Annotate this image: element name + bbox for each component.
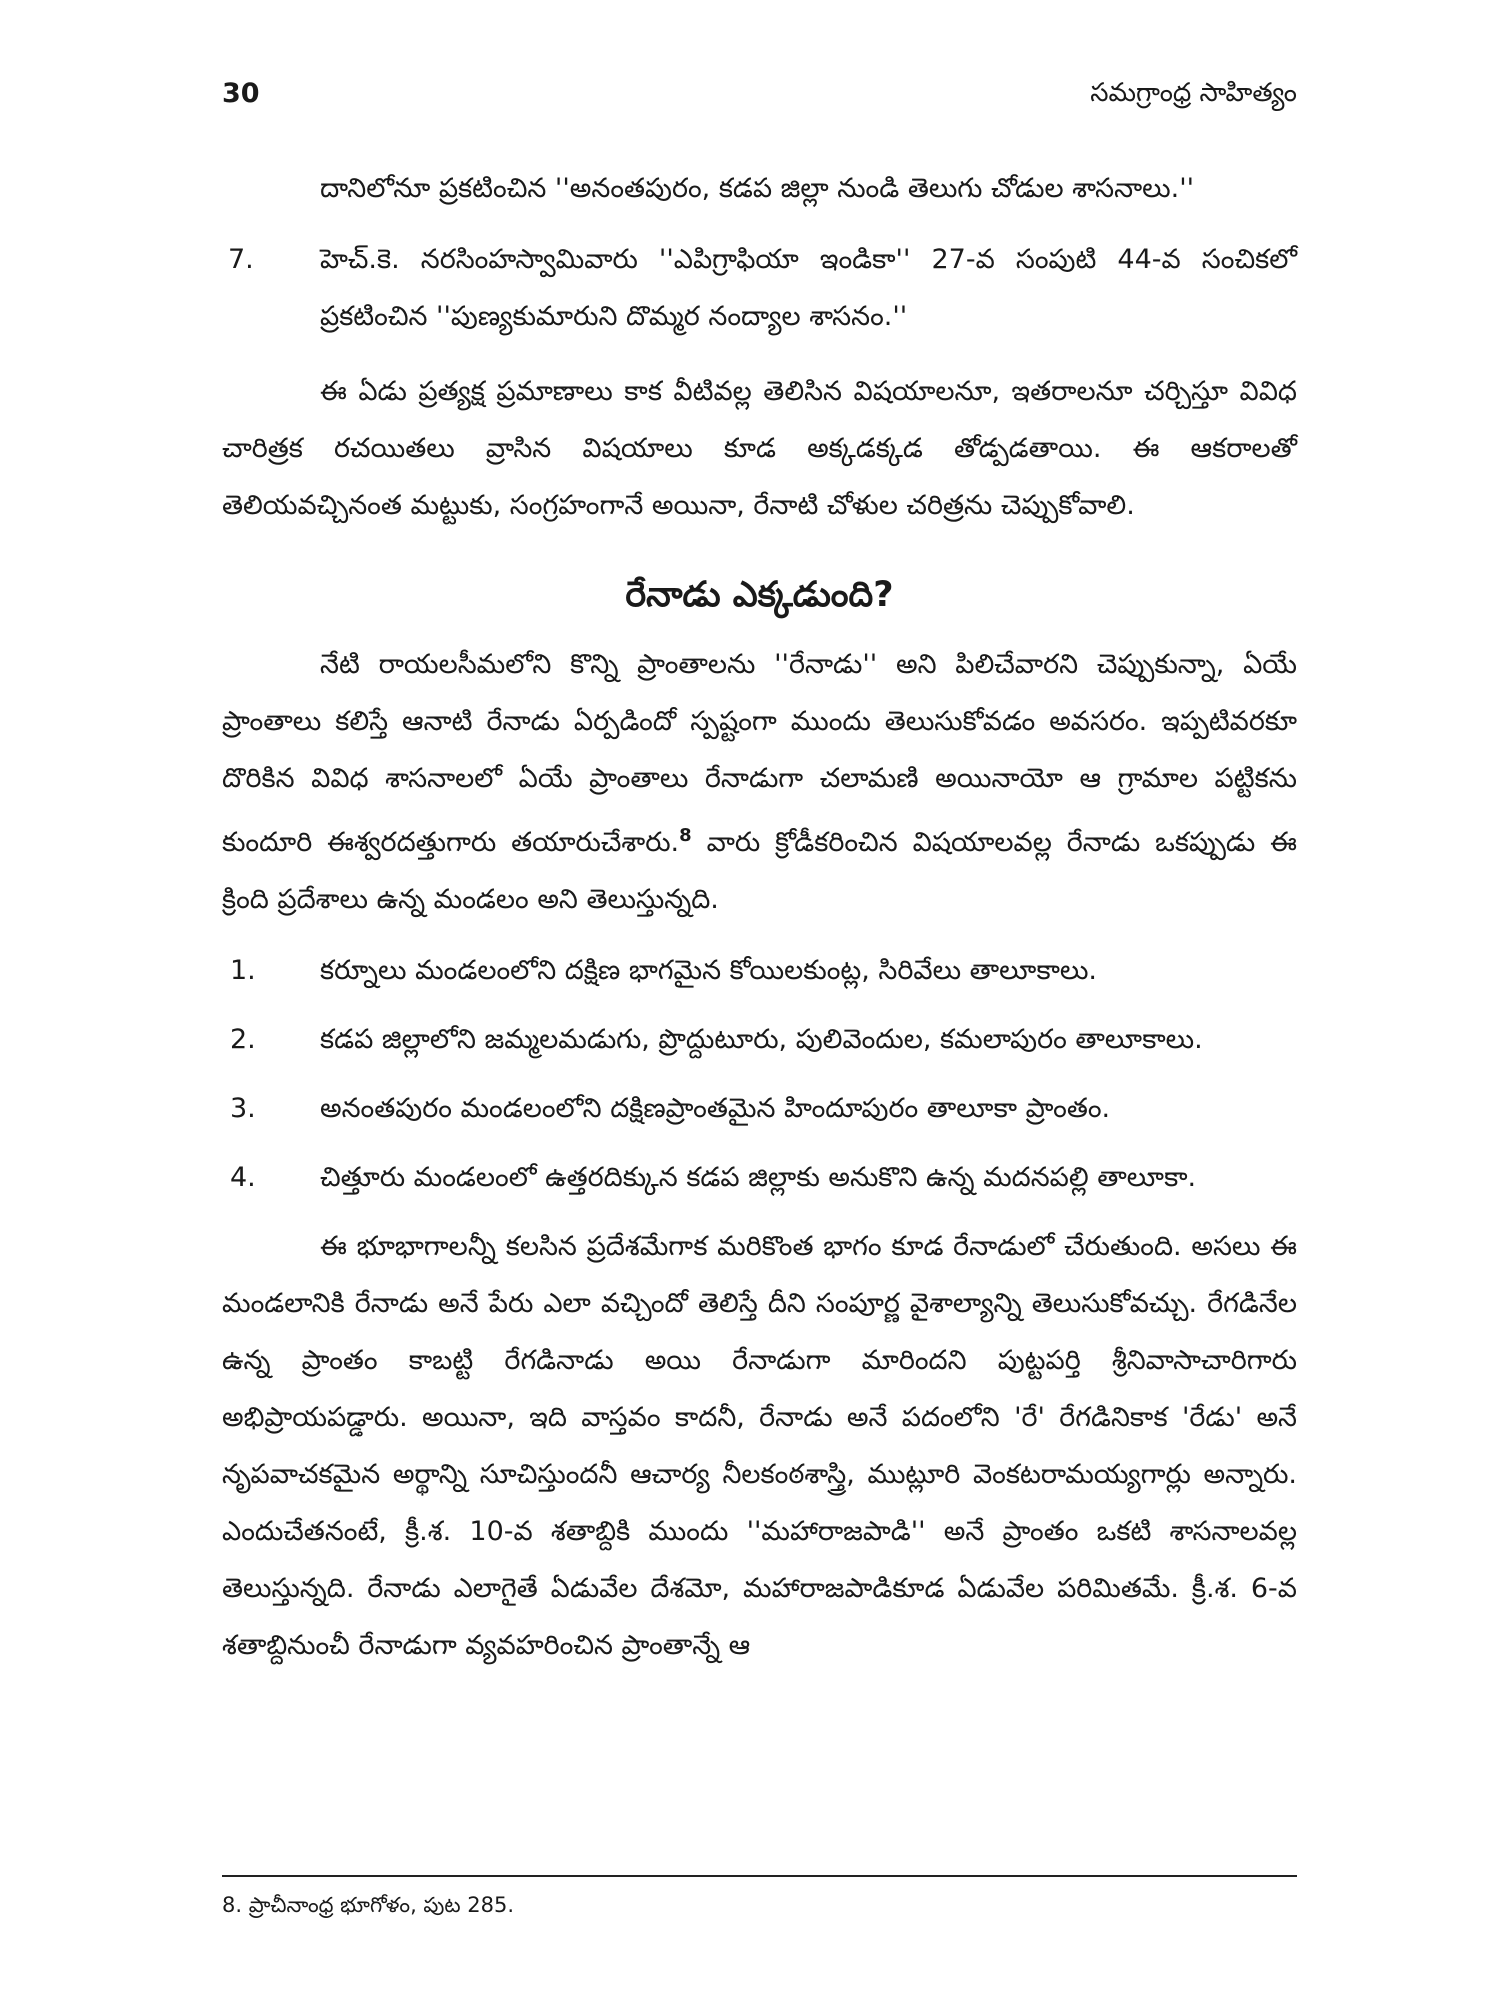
list-item-text: చిత్తూరు మండలంలో ఉత్తరదిక్కున కడప జిల్లాకు అనుకొని ఉన్న మదనపల్లి తాలూకా. (320, 1162, 1197, 1193)
source-continuation: దానిలోనూ ప్రకటించిన ''అనంతపురం, కడప జిల్లా నుండి తెలుగు చోడుల శాసనాలు.'' (320, 173, 1195, 204)
list-item-text: కర్నూలు మండలంలోని దక్షిణ భాగమైన కోయిలకుంట్ల, సిరివేలు తాలూకాలు. (320, 955, 1098, 986)
list-item (222, 1011, 1297, 1068)
paragraph-renadu-regions (222, 636, 1297, 928)
page-body (222, 160, 1297, 1684)
list-item-number: 1. (230, 955, 256, 986)
source-item (222, 231, 1297, 345)
paragraph-renadu-regions-text: నేటి రాయలసీమలోని కొన్ని ప్రాంతాలను ''రేనాడు'' అని పిలిచేవారని చెప్పుకున్నా, ఏయే ప్రాంతాలు కలిస్తే ఆనాటి రేనాడు ఏర్పడిందో స్పష్టంగా ముందు తెలుసుకోవడం అవసరం. ఇప్పటివరకూ దొరికిన వివిధ శాసనాలలో ఏయే ప్రాంతాలు రేనాడుగా చలామణి అయినాయో ఆ గ్రామాల పట్టికను కుందూరి ఈశ్వరదత్తుగారు తయారుచేశారు. (222, 649, 1297, 858)
list-item-number: 3. (230, 1093, 256, 1124)
list-item (222, 1080, 1297, 1137)
paragraph-name-origin: ఈ భూభాగాలన్నీ కలసిన ప్రదేశమేగాక మరికొంత భాగం కూడ రేనాడులో చేరుతుంది. అసలు ఈ మండలానికి రేనాడు అనే పేరు ఎలా వచ్చిందో తెలిస్తే దీని సంపూర్ణ వైశాల్యాన్ని తెలుసుకోవచ్చు. రేగడినేల ఉన్న ప్రాంతం కాబట్టి రేగడినాడు అయి రేనాడుగా మారిందని పుట్టపర్తి శ్రీనివాసాచారిగారు అభిప్రాయపడ్డారు. అయినా, ఇది వాస్తవం కాదనీ, రేనాడు అనే పదంలోని 'రే' రేగడినికాక 'రేడు' అనే నృపవాచకమైన అర్థాన్ని సూచిస్తుందనీ ఆచార్య నీలకంఠశాస్త్రి, ముట్లూరి వెంకటరామయ్యగార్లు అన్నారు. ఎందుచేతనంటే, క్రీ.శ. 10-వ శతాబ్దికి ముందు ''మహారాజపాడి'' అనే ప్రాంతం ఒకటి శాసనాలవల్ల తెలుస్తున్నది. రేనాడు ఎలాగైతే ఏడువేల దేశమో, మహారాజపాడికూడ ఏడువేల పరిమితమే. క్రీ.శ. 6-వ శతాబ్దినుంచీ రేనాడుగా వ్యవహరించిన ప్రాంతాన్నే ఆ (222, 1231, 1297, 1661)
page-number: 30 (222, 78, 260, 109)
footnote-divider (222, 1875, 1297, 1877)
source-item-text: హెచ్.కె. నరసింహస్వామివారు ''ఎపిగ్రాఫియా ఇండికా'' 27-వ సంపుటి 44-వ సంచికలో ప్రకటించిన ''పుణ్యకుమారుని దొమ్మర నంద్యాల శాసనం.'' (320, 244, 1297, 332)
list-item-text: కడప జిల్లాలోని జమ్మలమడుగు, ప్రొద్దుటూరు, పులివెందుల, కమలాపురం తాలూకాలు. (320, 1024, 1203, 1055)
footnote-reference: 8 (679, 825, 692, 846)
running-title: సమగ్రాంధ్ర సాహిత్యం (1090, 78, 1297, 108)
list-item-number: 2. (230, 1024, 256, 1055)
section-heading: రేనాడు ఎక్కడుంది? (625, 575, 894, 615)
list-item (222, 1149, 1297, 1206)
paragraph-sources-summary: ఈ ఏడు ప్రత్యక్ష ప్రమాణాలు కాక వీటివల్ల తెలిసిన విషయాలనూ, ఇతరాలనూ చర్చిస్తూ వివిధ చారిత్రక రచయితలు వ్రాసిన విషయాలు కూడ అక్కడక్కడ తోడ్పడతాయి. ఈ ఆకరాలతో తెలియవచ్చినంత మట్టుకు, సంగ్రహంగానే అయినా, రేనాటి చోళుల చరిత్రను చెప్పుకోవాలి. (222, 376, 1297, 521)
page-header (222, 78, 1297, 118)
list-item-text: అనంతపురం మండలంలోని దక్షిణప్రాంతమైన హిందూపురం తాలూకా ప్రాంతం. (320, 1093, 1111, 1124)
source-item-number: 7. (228, 244, 254, 275)
footnote: 8. ప్రాచీనాంధ్ర భూగోళం, పుట 285. (222, 1893, 515, 1917)
list-item (222, 942, 1297, 999)
paragraph-renadu-regions-text-cont: వారు క్రోడీకరించిన విషయాలవల్ల రేనాడు ఒకప్పుడు ఈ క్రింది ప్రదేశాలు ఉన్న మండలం అని తెలుస్తున్నది. (222, 827, 1297, 915)
places-list (222, 942, 1297, 1206)
list-item-number: 4. (230, 1162, 256, 1193)
